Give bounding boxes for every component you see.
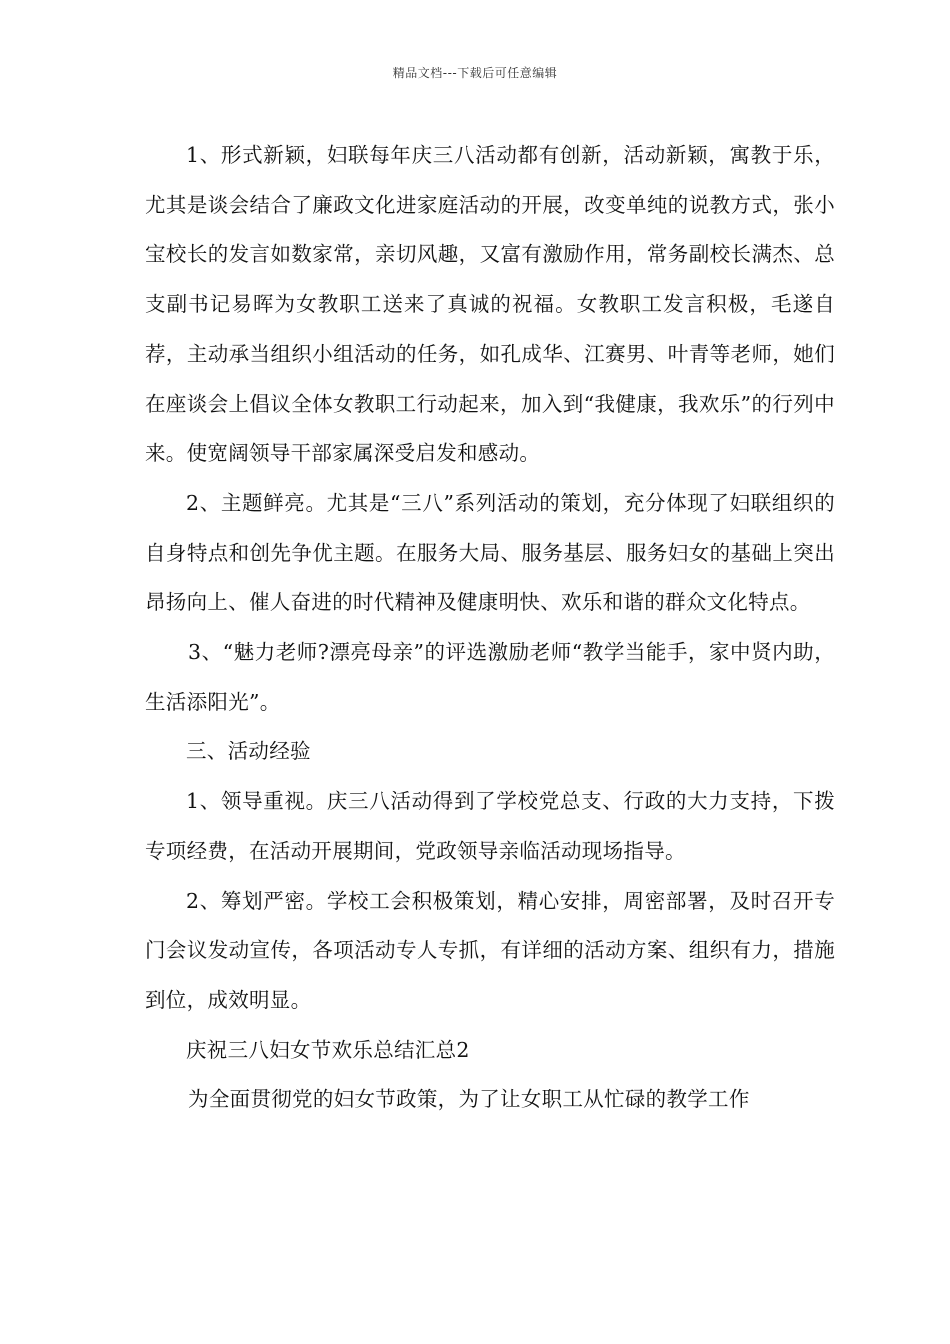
section-title-summary-2: 庆祝三八妇女节欢乐总结汇总2 xyxy=(186,1037,470,1062)
paragraph-form-novel: 1、形式新颖，妇联每年庆三八活动都有创新，活动新颖，寓教于乐，尤其是谈会结合了廉政文化进家庭活动的开展，改变单纯的说教方式，张小宝校长的发言如数家常，亲切风趣，又富有激励作用，常务副校长满杰、总支副书记易晖为女教职工送来了真诚的祝福。女教职工发言积极，毛遂自荐，主动承当组织小组活动的任务，如孔成华、江赛男、叶青等老师，她们在座谈会上倡议全体女教职工行动起来，加入到“我健康，我欢乐”的行列中来。使宽阔领导干部家属深受启发和感动。 xyxy=(145,143,835,466)
paragraph-policy-intro: 为全面贯彻党的妇女节政策，为了让女职工从忙碌的教学工作 xyxy=(188,1087,750,1112)
page-header: 精品文档---下载后可任意编辑 xyxy=(392,66,558,80)
paragraph-planning: 2、筹划严密。学校工会积极策划，精心安排，周密部署，及时召开专门会议发动宣传，各项活动专人专抓，有详细的活动方案、组织有力，措施到位，成效明显。 xyxy=(145,888,835,1012)
paragraph-leadership: 1、领导重视。庆三八活动得到了学校党总支、行政的大力支持，下拨专项经费，在活动开展期间，党政领导亲临活动现场指导。 xyxy=(145,789,835,863)
section-heading-experience: 三、活动经验 xyxy=(186,739,311,764)
paragraph-theme-bright: 2、主题鲜亮。尤其是“三八”系列活动的策划，充分体现了妇联组织的自身特点和创先争优主题。在服务大局、服务基层、服务妇女的基础上突出昂扬向上、催人奋进的时代精神及健康明快、欢乐和谐的群众文化特点。 xyxy=(145,490,835,615)
document-body xyxy=(145,131,835,1125)
paragraph-charm-teacher: 3、“魅力老师?漂亮母亲”的评选激励老师“教学当能手，家中贤内助，生活添阳光”。 xyxy=(145,640,835,714)
